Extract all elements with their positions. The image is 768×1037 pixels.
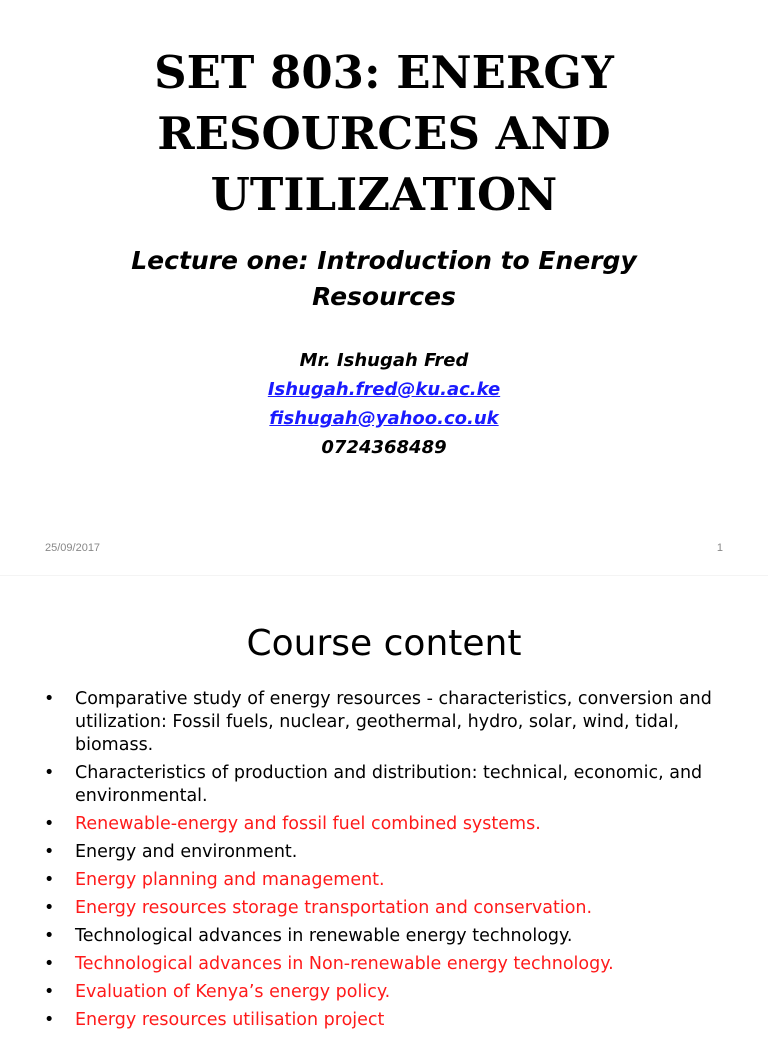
bullet-item [40,762,740,808]
bullet-text: Energy and environment. [75,842,298,862]
bullet-text: Evaluation of Kenya’s energy policy. [75,982,391,1002]
slide-title [0,42,768,225]
bullet-dot-icon: • [44,870,55,890]
bullet-text: Energy resources utilisation project [75,1010,385,1030]
slide-title: Course content [246,623,522,664]
email-link-secondary[interactable]: fishugah@yahoo.co.uk [269,408,499,429]
title-line: SET 803: ENERGY [154,46,614,99]
subtitle-line: Lecture one: Introduction to Energy [131,246,637,275]
bullet-item [40,1009,740,1032]
phone-number: 0724368489 [321,437,447,458]
bullet-dot-icon: • [44,814,55,834]
bullet-item [40,869,740,892]
bullet-item [40,953,740,976]
presenter-name: Mr. Ishugah Fred [299,350,469,371]
bullet-dot-icon: • [44,898,55,918]
subtitle-line: Resources [312,282,456,311]
bullet-text: Renewable-energy and fossil fuel combined systems. [75,814,541,834]
email-link-primary[interactable]: Ishugah.fred@ku.ac.ke [267,379,501,400]
bullet-text: Characteristics of production and distribution: technical, economic, and environmental. [75,763,703,806]
bullet-dot-icon: • [44,1010,55,1030]
bullet-dot-icon: • [44,954,55,974]
bullet-text: Energy planning and management. [75,870,385,890]
bullet-item [40,981,740,1004]
contact-block [0,346,768,462]
bullet-text: Energy resources storage transportation and conservation. [75,898,593,918]
bullet-list [40,688,740,1037]
bullet-dot-icon: • [44,982,55,1002]
bullet-text: Technological advances in renewable energy technology. [75,926,573,946]
title-line: UTILIZATION [210,168,558,221]
bullet-dot-icon: • [44,842,55,862]
footer-date: 25/09/2017 [45,542,101,554]
bullet-dot-icon: • [44,926,55,946]
slide-subtitle [0,243,768,315]
bullet-item [40,841,740,864]
bullet-item [40,897,740,920]
title-line: RESOURCES AND [157,107,611,160]
bullet-text: Technological advances in Non-renewable energy technology. [75,954,614,974]
bullet-item [40,925,740,948]
slide-number: 1 [716,542,723,554]
bullet-item [40,688,740,757]
bullet-dot-icon: • [44,689,55,709]
content-slide [0,576,768,1030]
bullet-text: Comparative study of energy resources - characteristics, conversion and utilization: Fossil fuels, nuclear, geothermal, hydro, solar, wind, tidal, biomass. [75,689,712,755]
bullet-item [40,813,740,836]
bullet-dot-icon: • [44,763,55,783]
